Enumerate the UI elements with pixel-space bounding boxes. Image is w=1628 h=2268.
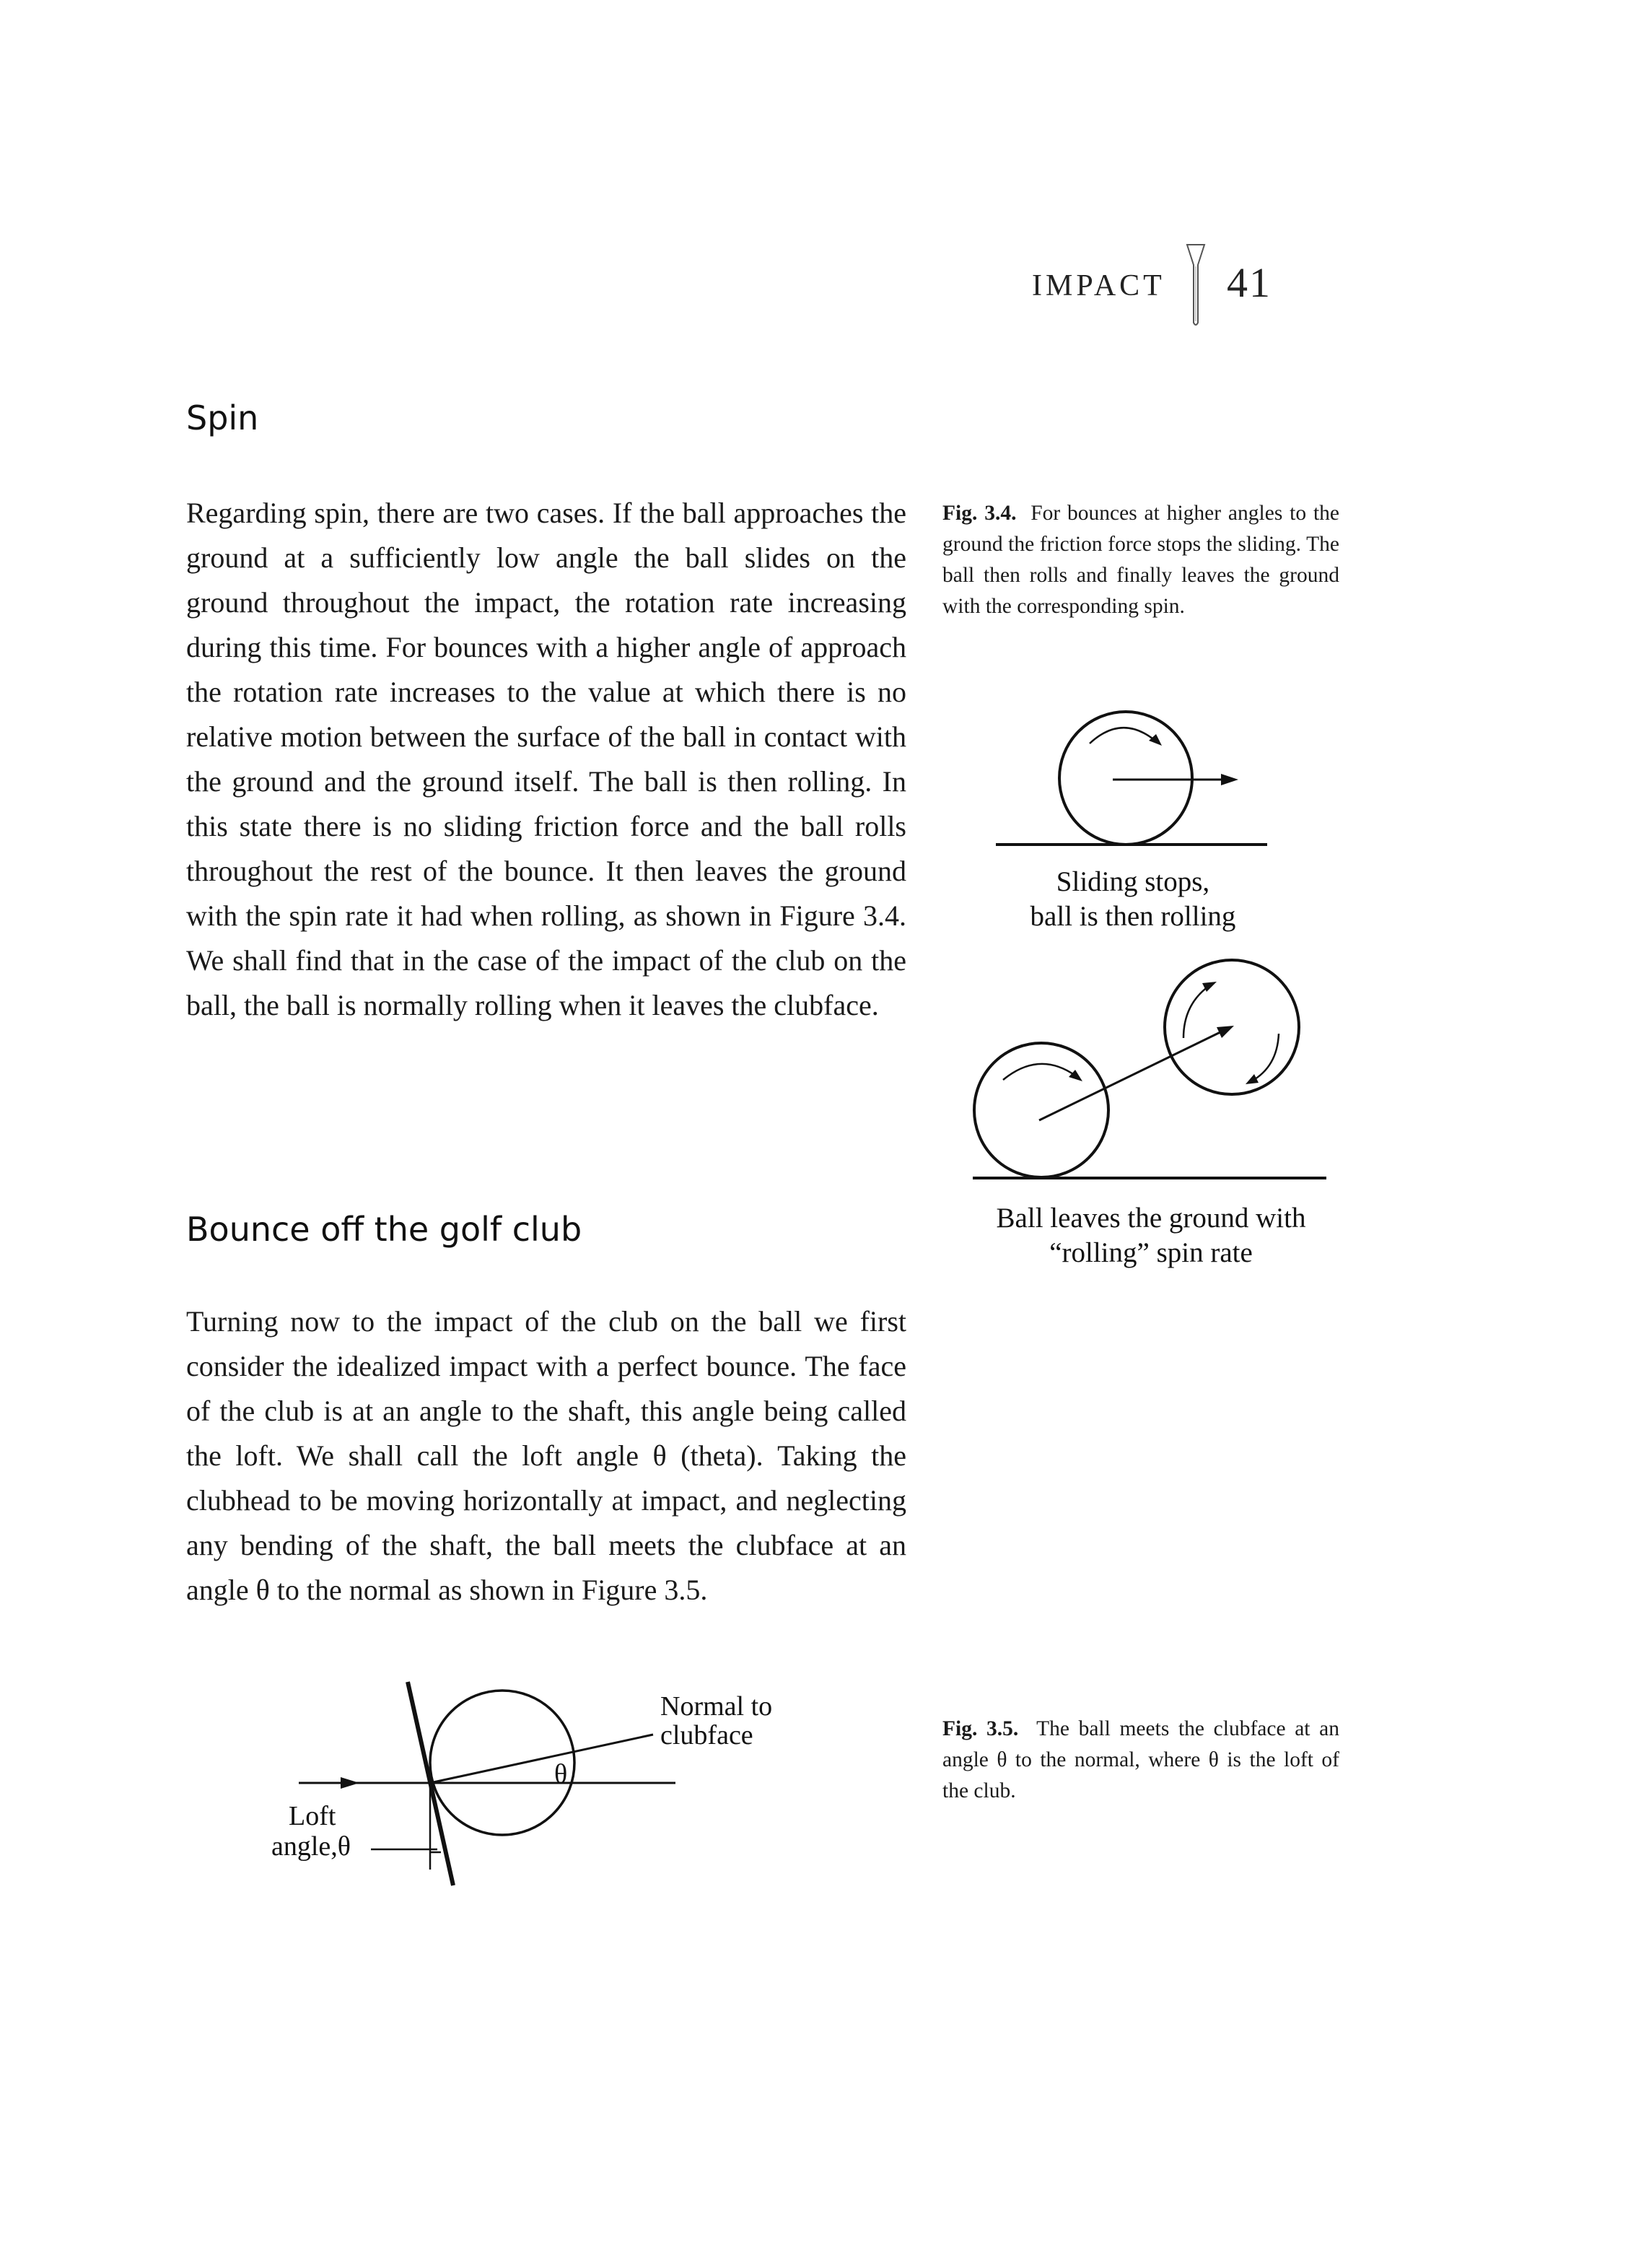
incoming-arrow-head [341,1777,359,1789]
normal-label-line2: clubface [660,1720,753,1750]
fig-3-4-label: Fig. 3.4. [942,502,1017,525]
spin-arrow [1183,985,1211,1038]
ball [430,1691,574,1835]
fig-3-4-top-label [967,865,1299,934]
fig-3-4-top-label-line2: ball is then rolling [1030,901,1236,932]
fig-3-4-rolling-diagram [967,953,1342,1184]
spin-arrow [1251,1034,1279,1081]
golf-tee-icon [1186,242,1206,328]
fig-3-5-label: Fig. 3.5. [942,1717,1019,1740]
fig-3-4-top-label-line1: Sliding stops, [1056,866,1210,897]
spin-paragraph: Regarding spin, there are two cases. If the ball approaches the ground at a sufficiently low angle the ball slides on the ground throughout the impact, the rotation rate increasing during this time. For bounces with a higher angle of approach the rotation rate increases to the value at which there is no relative motion between the surface of the ball in contact with the ground and the ground itself. The ball is then rolling. In this state there is no sliding friction force and the ball rolls throughout the rest of the bounce. It then leaves the ground with the spin rate it had when rolling, as shown in Figure 3.4. We shall find that in the case of the impact of the club on the ball, the ball is normally rolling when it leaves the clubface. [186,497,906,1021]
fig-3-4-bottom-label-line2: “rolling” spin rate [1049,1237,1253,1268]
running-title: IMPACT [1032,269,1165,302]
loft-label-line1: Loft [289,1801,336,1831]
fig-3-5-caption [942,1714,1339,1807]
normal-line [430,1735,653,1783]
page-number: 41 [1227,259,1272,306]
spin-paragraph-block [186,491,906,1028]
spin-arrow [1003,1064,1075,1080]
fig-3-4-bottom-label [938,1201,1364,1270]
fig-3-5-diagram [267,1682,773,1891]
loft-label-line2: angle,θ [271,1831,351,1862]
spin-arrow [1090,728,1156,743]
fig-3-4-sliding-diagram [989,700,1277,852]
normal-label-line1: Normal to [660,1691,773,1722]
section-heading-spin: Spin [186,398,259,437]
velocity-arrow [1039,1031,1223,1120]
fig-3-4-caption-text: For bounces at higher angles to the ground the friction force stops the sliding. The ball then rolls and finally leaves the ground with the corresponding spin. [942,502,1340,618]
fig-3-5-caption-text: The ball meets the clubface at an angle θ to the normal, where θ is the loft of the club. [942,1717,1340,1802]
fig-3-4-bottom-label-line1: Ball leaves the ground with [996,1203,1306,1234]
bounce-paragraph-block [186,1299,906,1613]
theta-symbol: θ [554,1759,568,1789]
bounce-paragraph: Turning now to the impact of the club on the ball we first consider the idealized impact with a perfect bounce. The face of the club is at an angle to the shaft, this angle being called the loft. We shall call the loft angle θ (theta). Taking the clubhead to be moving horizontally at impact, and neglecting any bending of the shaft, the ball meets the clubface at an angle θ to the normal as shown in Figure 3.5. [186,1305,906,1606]
section-heading-bounce: Bounce off the golf club [186,1210,582,1249]
fig-3-4-caption [942,498,1339,622]
ball [1059,712,1192,845]
